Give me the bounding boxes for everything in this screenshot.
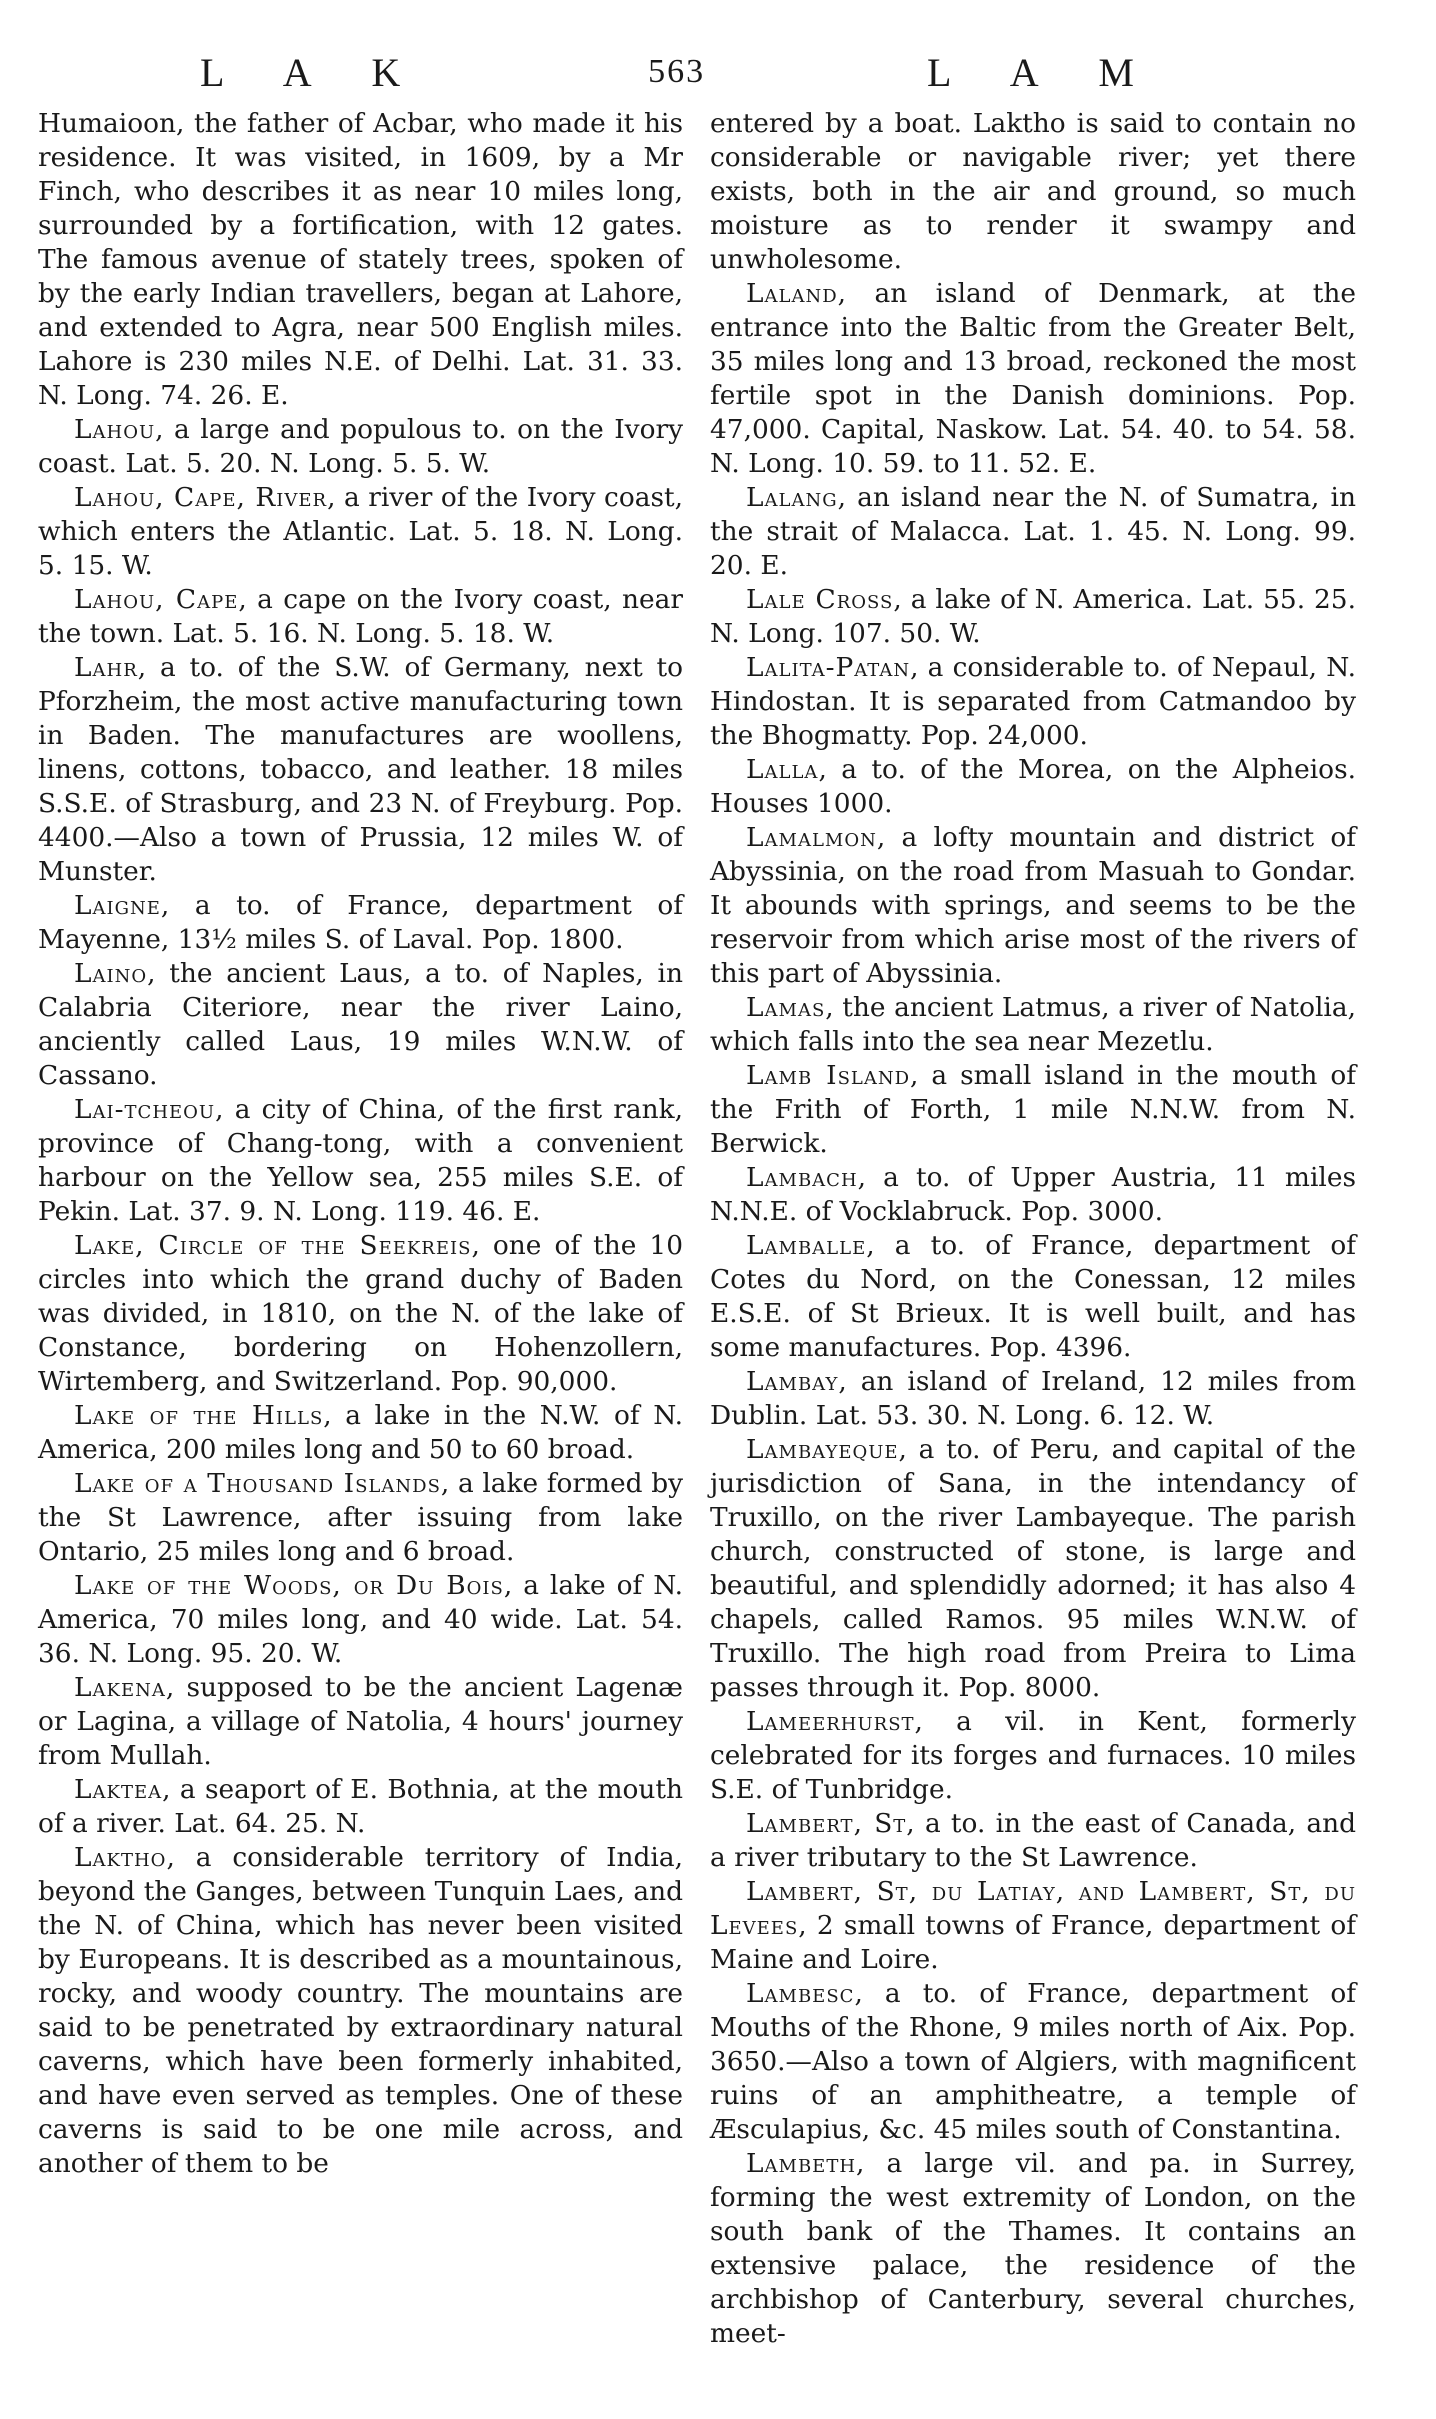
entry-headword: Laland xyxy=(746,278,838,309)
entry xyxy=(710,1161,1356,1229)
entry-text: , a to. in the east of Canada, and a river tributary to the St Lawrence. xyxy=(710,1808,1356,1873)
entry xyxy=(38,651,683,889)
entry-headword: Laktea xyxy=(74,1774,163,1805)
entry-text: , a seaport of E. Bothnia, at the mouth of a river. Lat. 64. 25. N. xyxy=(38,1774,683,1839)
entry-text: , an island of Ireland, 12 miles from Dublin. Lat. 53. 30. N. Long. 6. 12. W. xyxy=(710,1366,1356,1431)
entry-headword: Laino xyxy=(74,958,148,989)
entry-text: , a considerable to. of Nepaul, N. Hindostan. It is separated from Catmandoo by the Bhogmatty. Pop. 24,000. xyxy=(710,652,1356,751)
entry-headword: Lambert, St xyxy=(746,1808,907,1839)
entry-text: , a to. of Peru, and capital of the jurisdiction of Sana, in the intendancy of Truxillo, on the river Lambayeque. The parish church, constructed of stone, is large and beautiful, and splendidly adorned; it has also 4 chapels, called Ramos. 95 miles W.N.W. of Truxillo. The high road from Preira to Lima passes through it. Pop. 8000. xyxy=(710,1434,1356,1703)
entry-text: , one of the 10 circles into which the grand duchy of Baden was divided, in 1810, on the N. of the lake of Constance, bordering on Hohenzollern, Wirtemberg, and Switzerland. Pop. 90,000. xyxy=(38,1230,683,1397)
entry-text: , a to. of France, department of Mayenne, 13½ miles S. of Laval. Pop. 1800. xyxy=(38,890,683,955)
entry-text: , a river of the Ivory coast, which enters the Atlantic. Lat. 5. 18. N. Long. 5. 15. W. xyxy=(38,482,683,581)
entry-headword: Lahou, Cape xyxy=(74,584,239,615)
entry xyxy=(38,107,683,413)
entry xyxy=(710,1977,1356,2147)
entry-text: , a to. of France, department of Cotes du Nord, on the Conessan, 12 miles E.S.E. of St Brieux. It is well built, and has some manufactures. Pop. 4396. xyxy=(710,1230,1356,1363)
entry-headword: Lambach xyxy=(746,1162,858,1193)
entry-text: , 2 small towns of France, department of Maine and Loire. xyxy=(710,1910,1356,1975)
entry-text: , a lake formed by the St Lawrence, after issuing from lake Ontario, 25 miles long and 6 broad. xyxy=(38,1468,684,1567)
entry xyxy=(38,1399,683,1467)
entry-text: , a city of China, of the first rank, province of Chang-tong, with a convenient harbour on the Yellow sea, 255 miles S.E. of Pekin. Lat. 37. 9. N. Long. 119. 46. E. xyxy=(38,1094,683,1227)
entry-headword: Lale Cross xyxy=(746,584,894,615)
entry-text: , the ancient Latmus, a river of Natolia, which falls into the sea near Mezetlu. xyxy=(710,992,1356,1057)
entry xyxy=(38,481,683,583)
entry xyxy=(710,821,1356,991)
entry xyxy=(710,1807,1356,1875)
entry-headword: Laigne xyxy=(74,890,161,921)
entry xyxy=(710,1229,1356,1365)
entry xyxy=(38,1467,683,1569)
entry xyxy=(710,277,1356,481)
entry-text: , a to. of the S.W. of Germany, next to Pforzheim, the most active manufacturing town in Baden. The manufactures are woollens, linens, cottons, tobacco, and leather. 18 miles S.S.E. of Strasburg, and 23 N. of Freyburg. Pop. 4400.—Also a town of Prussia, 12 miles W. of Munster. xyxy=(38,652,683,887)
entry xyxy=(38,957,683,1093)
entry xyxy=(710,2147,1356,2351)
entry-text: , a lake of N. America, 70 miles long, and 40 wide. Lat. 54. 36. N. Long. 95. 20. W. xyxy=(38,1570,683,1669)
entry-text: , a small island in the mouth of the Frith of Forth, 1 mile N.N.W. from N. Berwick. xyxy=(710,1060,1356,1159)
entry-headword: Lalla xyxy=(746,754,819,785)
entry xyxy=(710,583,1356,651)
entry-text: , a cape on the Ivory coast, near the town. Lat. 5. 16. N. Long. 5. 18. W. xyxy=(38,584,683,649)
entry-text: , a to. of the Morea, on the Alpheios. Houses 1000. xyxy=(710,754,1356,819)
entry-text: , a large vil. and pa. in Surrey, forming the west extremity of London, on the south bank of the Thames. It contains an extensive palace, the residence of the archbishop of Canterbury, several churches, meet- xyxy=(710,2148,1356,2349)
left-column xyxy=(38,107,683,2181)
entry-headword: Lamb Island xyxy=(746,1060,911,1091)
entry-headword: Lake of a Thousand Islands xyxy=(74,1468,441,1499)
entry xyxy=(38,1093,683,1229)
entry xyxy=(710,107,1356,277)
entry-headword: Lambeth xyxy=(746,2148,857,2179)
entry-text: , a vil. in Kent, formerly celebrated for its forges and furnaces. 10 miles S.E. of Tunbridge. xyxy=(710,1706,1356,1805)
entry-text: , the ancient Laus, a to. of Naples, in Calabria Citeriore, near the river Laino, anciently called Laus, 19 miles W.N.W. of Cassano. xyxy=(38,958,683,1091)
entry-headword: Lahou xyxy=(74,414,156,445)
entry xyxy=(710,753,1356,821)
entry-headword: Lahou, Cape, River xyxy=(74,482,328,513)
entry xyxy=(710,1433,1356,1705)
entry xyxy=(710,1875,1356,1977)
entry-headword: Lai-tcheou xyxy=(74,1094,216,1125)
entry-headword: Lake of the Hills xyxy=(74,1400,324,1431)
entry-text: , a large and populous to. on the Ivory coast. Lat. 5. 20. N. Long. 5. 5. W. xyxy=(38,414,683,479)
entry-text: , an island of Denmark, at the entrance into the Baltic from the Greater Belt, 35 miles long and 13 broad, reckoned the most fertile spot in the Danish dominions. Pop. 47,000. Capital, Naskow. Lat. 54. 40. to 54. 58. N. Long. 10. 59. to 11. 52. E. xyxy=(710,278,1356,479)
running-header xyxy=(200,42,1160,102)
entry xyxy=(38,1569,683,1671)
entry-headword: Lahr xyxy=(74,652,138,683)
entry xyxy=(710,651,1356,753)
entry xyxy=(38,889,683,957)
right-column xyxy=(710,107,1356,2351)
entry xyxy=(710,1059,1356,1161)
entry xyxy=(38,413,683,481)
entry-headword: Laktho xyxy=(74,1842,167,1873)
entry-headword: Lakena xyxy=(74,1672,166,1703)
entry xyxy=(710,991,1356,1059)
entry-text: Humaioon, the father of Acbar, who made it his residence. It was visited, in 1609, by a Mr Finch, who describes it as near 10 miles long, surrounded by a fortification, with 12 gates. The famous avenue of stately trees, spoken of by the early Indian travellers, began at Lahore, and extended to Agra, near 500 English miles. Lahore is 230 miles N.E. of Delhi. Lat. 31. 33. N. Long. 74. 26. E. xyxy=(38,108,683,411)
right-running-head: L A M xyxy=(927,49,1160,95)
entry-text: , a to. of Upper Austria, 11 miles N.N.E. of Vocklabruck. Pop. 3000. xyxy=(710,1162,1356,1227)
entry-headword: Lambay xyxy=(746,1366,839,1397)
entry-text: , a lofty mountain and district of Abyssinia, on the road from Masuah to Gondar. It abounds with springs, and seems to be the reservoir from which arise most of the rivers of this part of Abyssinia. xyxy=(710,822,1356,989)
entry-headword: Lameerhurst xyxy=(746,1706,915,1737)
entry-headword: Lambayeque xyxy=(746,1434,899,1465)
entry-text: , an island near the N. of Sumatra, in the strait of Malacca. Lat. 1. 45. N. Long. 99. 20. E. xyxy=(710,482,1356,581)
entry xyxy=(710,1705,1356,1807)
entry-text: entered by a boat. Laktho is said to contain no considerable or navigable river; yet there exists, both in the air and ground, so much moisture as to render it swampy and unwholesome. xyxy=(710,108,1356,275)
entry xyxy=(38,1841,683,2181)
entry-text: , a lake of N. America. Lat. 55. 25. N. Long. 107. 50. W. xyxy=(710,584,1356,649)
entry-text: , supposed to be the ancient Lagenæ or Lagina, a village of Natolia, 4 hours' journey from Mullah. xyxy=(38,1672,683,1771)
entry xyxy=(38,1229,683,1399)
page-number: 563 xyxy=(648,53,706,90)
entry-headword: Lambesc xyxy=(746,1978,855,2009)
entry-headword: Lamas xyxy=(746,992,826,1023)
entry xyxy=(710,481,1356,583)
entry-headword: Lamalmon xyxy=(746,822,877,853)
entry-headword: Lambert, St, du Latiay, and Lambert, St, du Levees xyxy=(710,1876,1356,1941)
entry-headword: Lake of the Woods, or Du Bois xyxy=(74,1570,504,1601)
entry xyxy=(38,1773,683,1841)
left-running-head: L A K xyxy=(200,49,427,95)
entry xyxy=(38,583,683,651)
entry-text: , a considerable territory of India, beyond the Ganges, between Tunquin Laes, and the N. of China, which has never been visited by Europeans. It is described as a mountainous, rocky, and woody country. The mountains are said to be penetrated by extraordinary natural caverns, which have been formerly inhabited, and have even served as temples. One of these caverns is said to be one mile across, and another of them to be xyxy=(38,1842,683,2179)
entry-headword: Lamballe xyxy=(746,1230,867,1261)
entry-headword: Lalang xyxy=(746,482,838,513)
entry xyxy=(38,1671,683,1773)
entry-headword: Lalita-Patan xyxy=(746,652,911,683)
entry-text: , a lake in the N.W. of N. America, 200 miles long and 50 to 60 broad. xyxy=(38,1400,683,1465)
entry-text: , a to. of France, department of Mouths of the Rhone, 9 miles north of Aix. Pop. 3650.—Also a town of Algiers, with magnificent ruins of an amphitheatre, a temple of Æsculapius, &c. 45 miles south of Constantina. xyxy=(710,1978,1356,2145)
entry xyxy=(710,1365,1356,1433)
entry-headword: Lake, Circle of the Seekreis xyxy=(74,1230,472,1261)
